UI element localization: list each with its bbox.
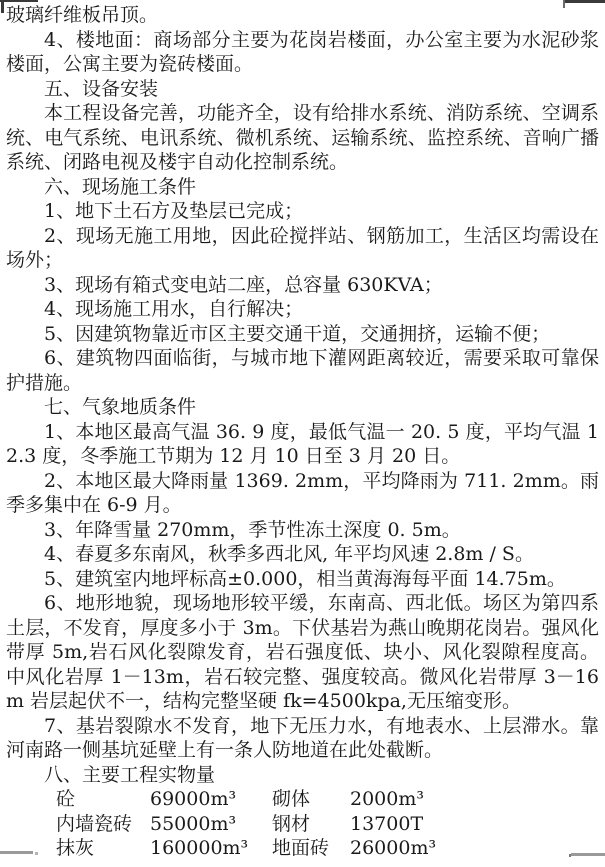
document-body: [6, 3, 599, 787]
paragraph: 5、因建筑物靠近市区主要交通干道，交通拥挤，运输不便；: [44, 322, 551, 345]
quantity-item-label: 砌体: [272, 788, 311, 810]
quantity-item-label: 钢材: [272, 812, 311, 835]
quantity-item-label: 砼: [56, 788, 76, 810]
scan-artifact-top-left: [0, 0, 38, 2]
paragraph: 1、本地区最高气温 36. 9 度，最低气温一 20. 5 度，平均气温 12.3 度，冬季施工节期为 12 月 10 日至 3 月 20 日。: [6, 420, 599, 467]
quantity-value: 26000m³: [350, 837, 437, 859]
scan-artifact-bottom-left: [0, 851, 33, 854]
paragraph: 玻璃纤维板吊顶。: [6, 4, 159, 26]
paragraph: 八、主要工程实物量: [44, 763, 216, 786]
quantities-row: [56, 812, 599, 837]
paragraph: 3、年降雪量 270mm，季节性冻土深度 0. 5m。: [44, 518, 461, 541]
scan-artifact-top-left-tick: [1, 0, 4, 13]
paragraph: 4、楼地面：商场部分主要为花岗岩楼面，办公室主要为水泥砂浆楼面，公寓主要为瓷砖楼面。: [6, 28, 599, 75]
paragraph: 7、基岩裂隙水不发育，地下无压力水，有地表水、上层滞水。靠河南路一侧基坑延壁上有一条人防地道在此处截断。: [6, 714, 599, 761]
quantity-value: 69000m³: [150, 788, 237, 810]
paragraph: 2、现场无施工用地，因此砼搅拌站、钢筋加工，生活区均需设在场外；: [6, 224, 599, 271]
paragraph: 5、建筑室内地坪标高±0.000，相当黄海海每平面 14.75m。: [44, 567, 566, 590]
paragraph: 1、地下土石方及垫层已完成；: [44, 200, 304, 222]
quantity-value: 13700T: [350, 812, 424, 835]
quantity-item-label: 地面砖: [272, 837, 330, 859]
quantity-value: 160000m³: [150, 837, 249, 859]
quantity-item-label: 内墙瓷砖: [56, 812, 133, 835]
paragraph: 五、设备安装: [44, 77, 159, 100]
paragraph: 4、现场施工用水，自行解决；: [44, 298, 304, 320]
paragraph: 4、春夏多东南风，秋季多西北风, 年平均风速 2.8m / S。: [44, 543, 534, 565]
quantities-table: [56, 787, 599, 861]
quantities-row: [56, 836, 599, 861]
paragraph: 七、气象地质条件: [44, 396, 197, 418]
quantity-value: 2000m³: [350, 788, 424, 810]
paragraph: 6、地形地貌，现场地形较平缓，东南高、西北低。场区为第四系土层，不发育，厚度多小于 3m。下伏基岩为燕山晚期花岗岩。强风化带厚 5m,岩石风化裂隙发育，岩石强度低、块小、风化裂隙程度高。中风化岩厚 1－13m，岩石较完整、强度较高。微风化岩带厚 3－16m 岩层起伏不一，结构完整坚硬 fk=4500kpa,无压缩变形。: [6, 592, 599, 712]
paragraph: 6、建筑物四面临街，与城市地下灌网距离较近，需要采取可靠保护措施。: [6, 347, 599, 394]
scan-artifact-bottom-left-tick: [35, 852, 38, 855]
quantity-value: 55000m³: [150, 812, 237, 835]
paragraph: 3、现场有箱式变电站二座，总容量 630KVA；: [44, 273, 443, 296]
quantities-row: [56, 787, 599, 812]
paragraph: 2、本地区最大降雨量 1369. 2mm，平均降雨为 711. 2mm。雨季多集中在 6-9 月。: [6, 469, 599, 516]
paragraph: 六、现场施工条件: [44, 175, 197, 198]
quantity-item-label: 抹灰: [56, 837, 95, 859]
paragraph: 本工程设备完善，功能齐全，设有给排水系统、消防系统、空调系统、电气系统、电讯系统、微机系统、运输系统、监控系统、音响广播系统、闭路电视及楼宇自动化控制系统。: [6, 102, 599, 173]
